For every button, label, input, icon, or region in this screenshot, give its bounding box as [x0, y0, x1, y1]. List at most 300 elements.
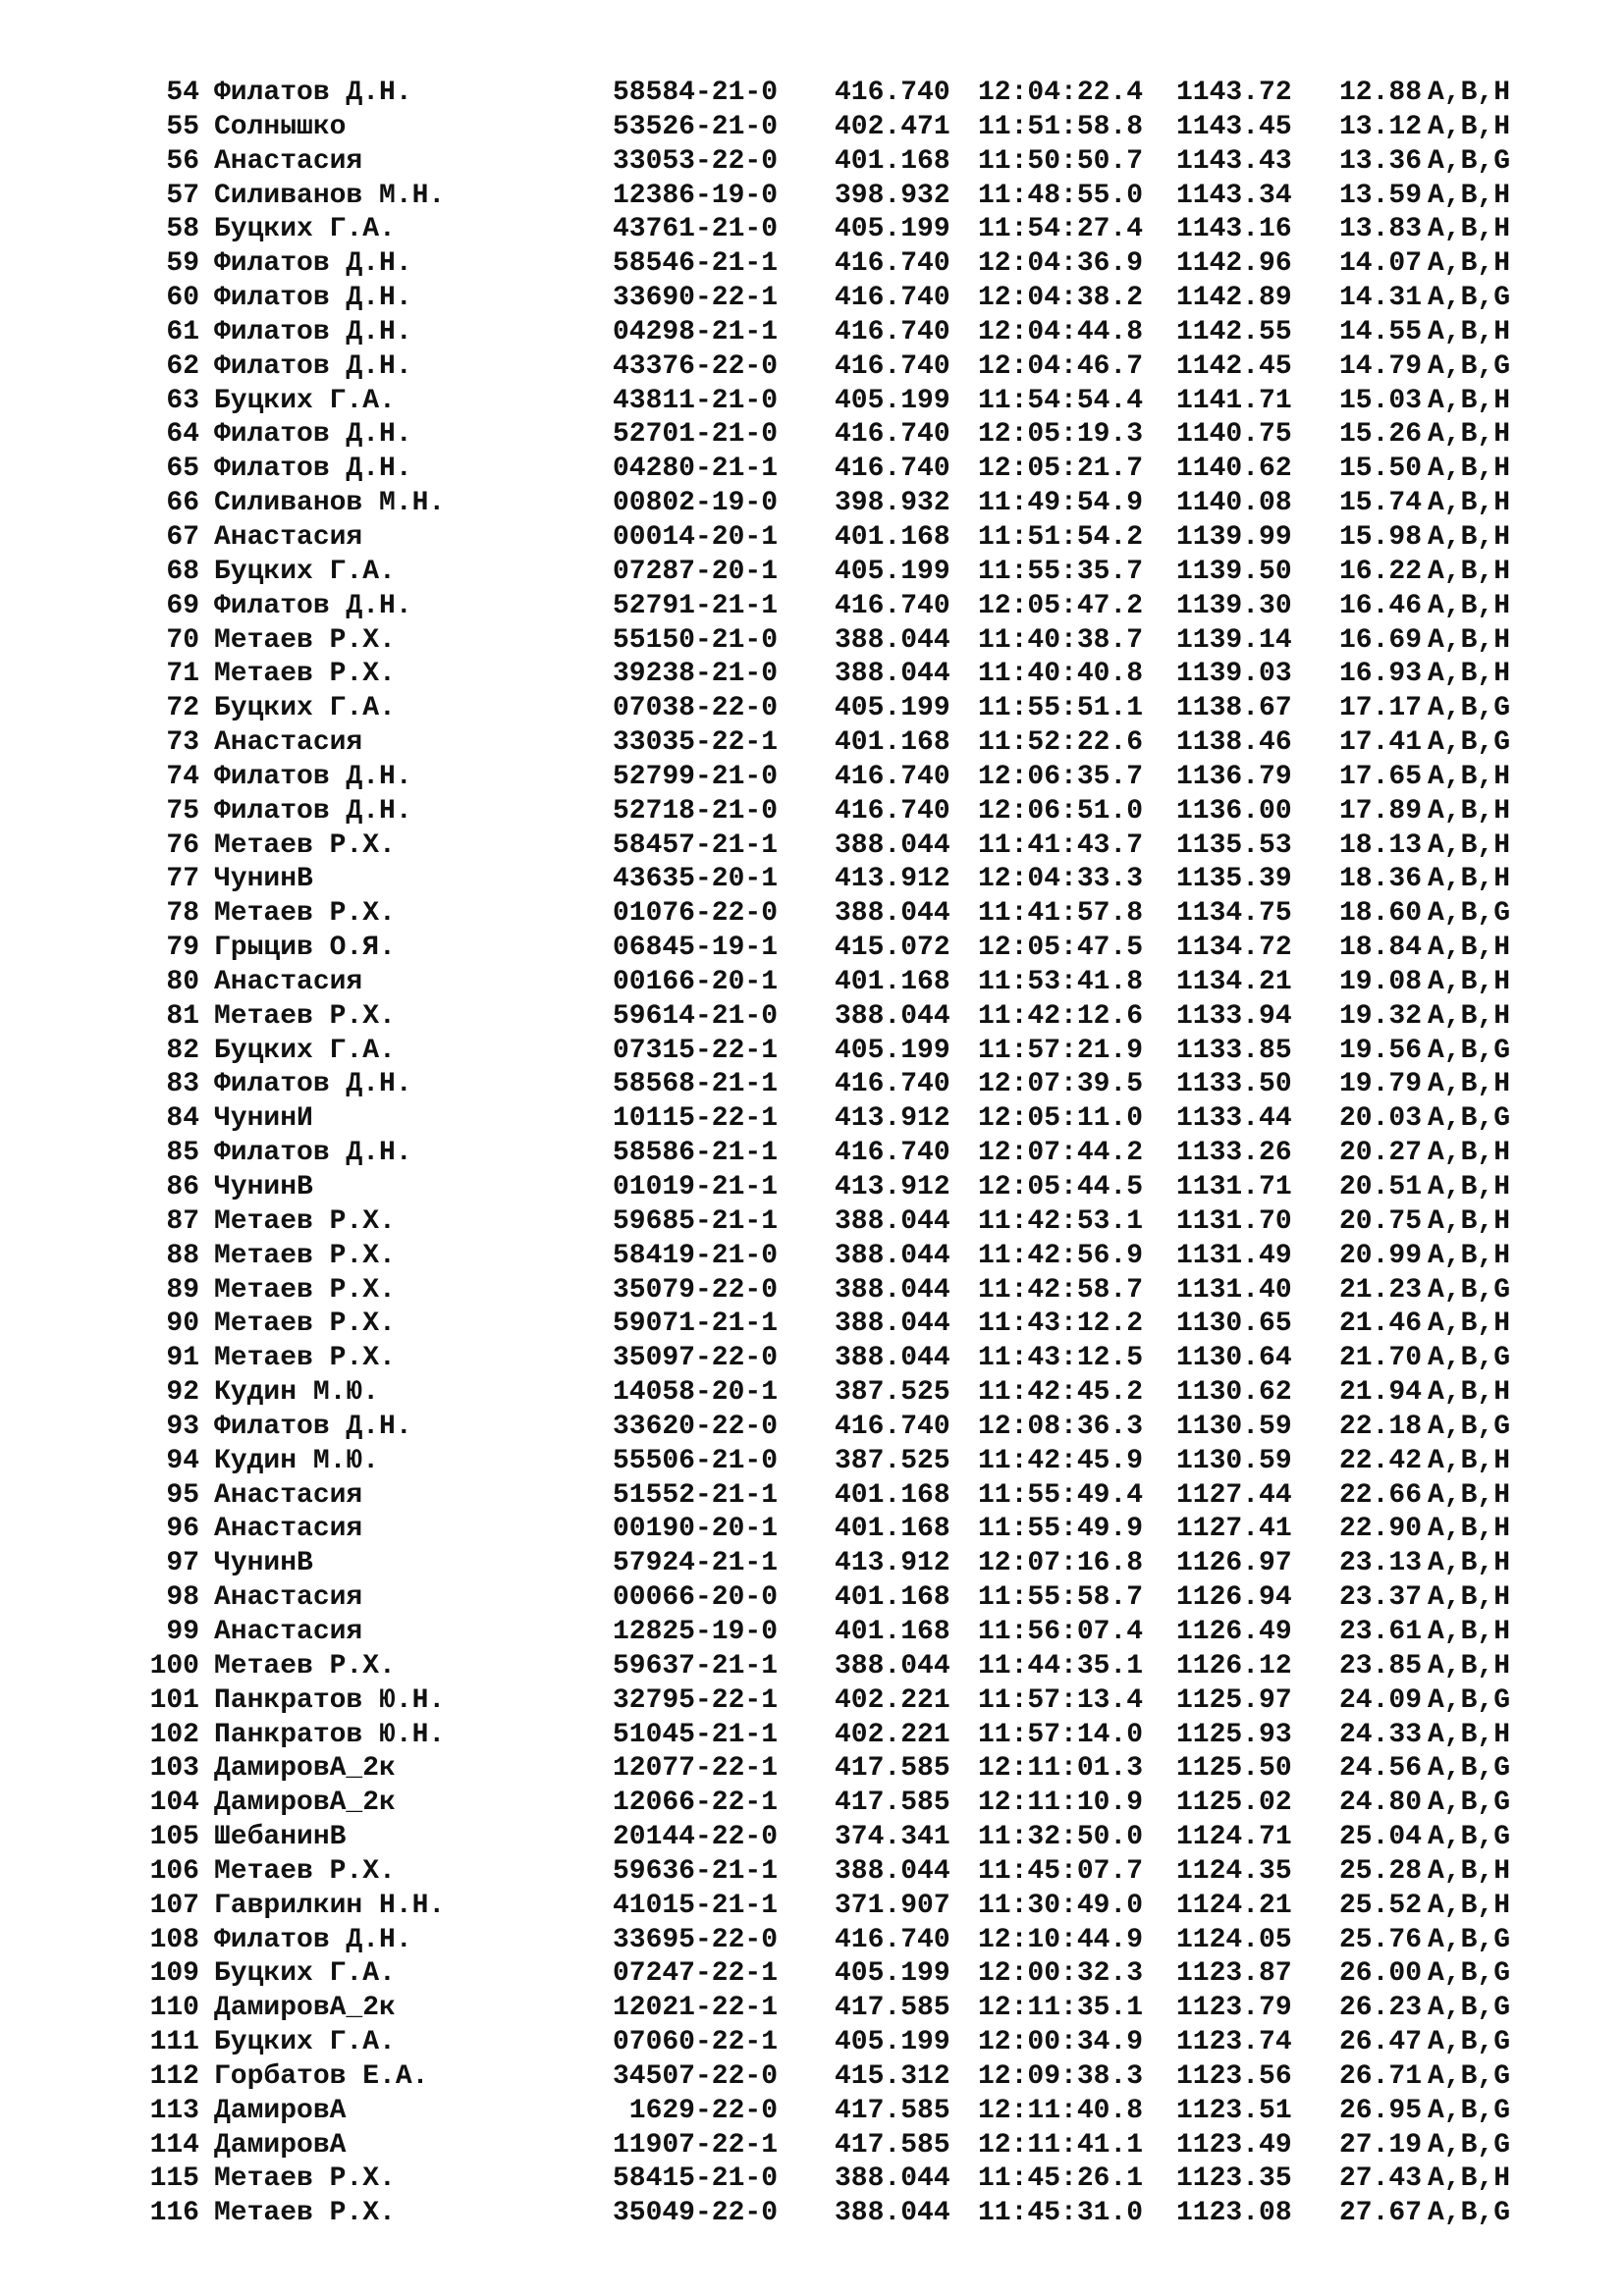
speed-cell: 1139.30: [1176, 590, 1292, 621]
table-row: [0, 1000, 1624, 1035]
ring-number-cell: 57924-21-1: [612, 1548, 778, 1579]
distance-cell: 413.912: [835, 1172, 950, 1202]
category-flags-cell: A,B,H: [1428, 248, 1511, 280]
points-cell: 21.23: [1339, 1274, 1423, 1306]
position-cell: 65: [166, 454, 199, 485]
speed-cell: 1138.46: [1176, 727, 1292, 759]
ring-number-cell: 33053-22-0: [612, 145, 778, 177]
position-cell: 90: [166, 1308, 199, 1340]
ring-number-cell: 07247-22-1: [612, 1958, 778, 1990]
fancier-name-cell: Метаев Р.Х.: [214, 1308, 396, 1340]
points-cell: 20.75: [1339, 1205, 1423, 1237]
fancier-name-cell: Панкратов Ю.Н.: [214, 1719, 446, 1750]
distance-cell: 413.912: [835, 1103, 950, 1135]
arrival-time-cell: 12:05:11.0: [978, 1103, 1144, 1135]
speed-cell: 1133.44: [1176, 1103, 1292, 1135]
fancier-name-cell: Метаев Р.Х.: [214, 1240, 396, 1271]
ring-number-cell: 35097-22-0: [612, 1343, 778, 1374]
category-flags-cell: A,B,H: [1428, 111, 1511, 142]
arrival-time-cell: 11:41:43.7: [978, 829, 1144, 861]
speed-cell: 1143.45: [1176, 111, 1292, 142]
arrival-time-cell: 11:54:27.4: [978, 214, 1144, 245]
category-flags-cell: A,B,G: [1428, 1274, 1511, 1306]
ring-number-cell: 53526-21-0: [612, 111, 778, 142]
distance-cell: 401.168: [835, 1582, 950, 1614]
ring-number-cell: 55506-21-0: [612, 1445, 778, 1476]
arrival-time-cell: 11:53:41.8: [978, 966, 1144, 997]
distance-cell: 405.199: [835, 693, 950, 724]
table-row: [0, 829, 1624, 864]
arrival-time-cell: 12:04:44.8: [978, 316, 1144, 347]
position-cell: 82: [166, 1035, 199, 1066]
points-cell: 20.03: [1339, 1103, 1423, 1135]
ring-number-cell: 55150-21-0: [612, 624, 778, 656]
ring-number-cell: 58546-21-1: [612, 248, 778, 280]
speed-cell: 1125.93: [1176, 1719, 1292, 1750]
position-cell: 56: [166, 145, 199, 177]
arrival-time-cell: 12:04:46.7: [978, 350, 1144, 382]
fancier-name-cell: Метаев Р.Х.: [214, 624, 396, 656]
ring-number-cell: 58419-21-0: [612, 1240, 778, 1271]
fancier-name-cell: Филатов Д.Н.: [214, 283, 412, 314]
arrival-time-cell: 11:51:58.8: [978, 111, 1144, 142]
points-cell: 18.36: [1339, 864, 1423, 895]
position-cell: 100: [149, 1650, 199, 1682]
position-cell: 73: [166, 727, 199, 759]
category-flags-cell: A,B,H: [1428, 1205, 1511, 1237]
position-cell: 109: [149, 1958, 199, 1990]
points-cell: 23.61: [1339, 1616, 1423, 1647]
distance-cell: 398.932: [835, 488, 950, 519]
ring-number-cell: 12021-22-1: [612, 1993, 778, 2024]
ring-number-cell: 43376-22-0: [612, 350, 778, 382]
fancier-name-cell: Метаев Р.Х.: [214, 659, 396, 690]
ring-number-cell: 43811-21-0: [612, 385, 778, 416]
distance-cell: 374.341: [835, 1822, 950, 1853]
category-flags-cell: A,B,H: [1428, 966, 1511, 997]
table-row: [0, 1752, 1624, 1787]
speed-cell: 1134.75: [1176, 898, 1292, 930]
speed-cell: 1139.50: [1176, 556, 1292, 587]
table-row: [0, 2163, 1624, 2197]
points-cell: 13.36: [1339, 145, 1423, 177]
points-cell: 15.26: [1339, 419, 1423, 451]
fancier-name-cell: Буцких Г.А.: [214, 214, 396, 245]
fancier-name-cell: Метаев Р.Х.: [214, 1000, 396, 1032]
arrival-time-cell: 11:55:58.7: [978, 1582, 1144, 1614]
fancier-name-cell: Филатов Д.Н.: [214, 454, 412, 485]
speed-cell: 1126.97: [1176, 1548, 1292, 1579]
arrival-time-cell: 11:54:54.4: [978, 385, 1144, 416]
speed-cell: 1133.94: [1176, 1000, 1292, 1032]
speed-cell: 1136.79: [1176, 761, 1292, 792]
points-cell: 14.55: [1339, 316, 1423, 347]
distance-cell: 388.044: [835, 829, 950, 861]
ring-number-cell: 11907-22-1: [612, 2129, 778, 2161]
category-flags-cell: A,B,H: [1428, 1479, 1511, 1511]
points-cell: 21.70: [1339, 1343, 1423, 1374]
category-flags-cell: A,B,H: [1428, 1377, 1511, 1409]
fancier-name-cell: ЧунинВ: [214, 864, 313, 895]
table-row: [0, 726, 1624, 761]
position-cell: 76: [166, 829, 199, 861]
distance-cell: 401.168: [835, 727, 950, 759]
speed-cell: 1133.85: [1176, 1035, 1292, 1066]
arrival-time-cell: 12:04:36.9: [978, 248, 1144, 280]
speed-cell: 1123.87: [1176, 1958, 1292, 1990]
fancier-name-cell: Буцких Г.А.: [214, 1958, 396, 1990]
ring-number-cell: 41015-21-1: [612, 1890, 778, 1921]
category-flags-cell: A,B,H: [1428, 624, 1511, 656]
table-row: [0, 761, 1624, 795]
table-row: [0, 247, 1624, 282]
speed-cell: 1123.51: [1176, 2095, 1292, 2126]
speed-cell: 1142.55: [1176, 316, 1292, 347]
points-cell: 16.46: [1339, 590, 1423, 621]
distance-cell: 402.221: [835, 1719, 950, 1750]
ring-number-cell: 01019-21-1: [612, 1172, 778, 1202]
position-cell: 108: [149, 1924, 199, 1955]
points-cell: 17.65: [1339, 761, 1423, 792]
points-cell: 14.07: [1339, 248, 1423, 280]
distance-cell: 417.585: [835, 2095, 950, 2126]
points-cell: 13.59: [1339, 180, 1423, 211]
position-cell: 92: [166, 1377, 199, 1409]
speed-cell: 1123.08: [1176, 2198, 1292, 2229]
points-cell: 17.89: [1339, 795, 1423, 827]
ring-number-cell: 39238-21-0: [612, 659, 778, 690]
arrival-time-cell: 11:42:53.1: [978, 1205, 1144, 1237]
table-row: [0, 77, 1624, 111]
table-row: [0, 1787, 1624, 1821]
category-flags-cell: A,B,H: [1428, 78, 1511, 108]
category-flags-cell: A,B,H: [1428, 316, 1511, 347]
table-row: [0, 1719, 1624, 1753]
ring-number-cell: 14058-20-1: [612, 1377, 778, 1409]
table-row: [0, 1171, 1624, 1205]
points-cell: 25.52: [1339, 1890, 1423, 1921]
category-flags-cell: A,B,G: [1428, 1924, 1511, 1955]
position-cell: 85: [166, 1138, 199, 1169]
category-flags-cell: A,B,H: [1428, 1172, 1511, 1202]
table-row: [0, 1957, 1624, 1992]
distance-cell: 371.907: [835, 1890, 950, 1921]
fancier-name-cell: Метаев Р.Х.: [214, 2198, 396, 2229]
points-cell: 19.79: [1339, 1069, 1423, 1100]
points-cell: 14.79: [1339, 350, 1423, 382]
position-cell: 83: [166, 1069, 199, 1100]
points-cell: 22.90: [1339, 1514, 1423, 1545]
speed-cell: 1134.21: [1176, 966, 1292, 997]
distance-cell: 402.221: [835, 1684, 950, 1716]
speed-cell: 1127.44: [1176, 1479, 1292, 1511]
distance-cell: 388.044: [835, 624, 950, 656]
fancier-name-cell: Анастасия: [214, 727, 363, 759]
table-row: [0, 385, 1624, 419]
arrival-time-cell: 11:49:54.9: [978, 488, 1144, 519]
points-cell: 18.13: [1339, 829, 1423, 861]
position-cell: 111: [149, 2027, 199, 2058]
fancier-name-cell: Метаев Р.Х.: [214, 1343, 396, 1374]
category-flags-cell: A,B,G: [1428, 693, 1511, 724]
arrival-time-cell: 12:11:10.9: [978, 1788, 1144, 1819]
ring-number-cell: 58457-21-1: [612, 829, 778, 861]
speed-cell: 1130.65: [1176, 1308, 1292, 1340]
distance-cell: 388.044: [835, 1274, 950, 1306]
fancier-name-cell: ЧунинИ: [214, 1103, 313, 1135]
arrival-time-cell: 11:50:50.7: [978, 145, 1144, 177]
distance-cell: 401.168: [835, 145, 950, 177]
arrival-time-cell: 11:44:35.1: [978, 1650, 1144, 1682]
ring-number-cell: 32795-22-1: [612, 1684, 778, 1716]
distance-cell: 405.199: [835, 556, 950, 587]
distance-cell: 388.044: [835, 1855, 950, 1887]
table-row: [0, 1855, 1624, 1890]
position-cell: 105: [149, 1822, 199, 1853]
position-cell: 72: [166, 693, 199, 724]
fancier-name-cell: Филатов Д.Н.: [214, 1924, 412, 1955]
table-row: [0, 1137, 1624, 1171]
distance-cell: 405.199: [835, 2027, 950, 2058]
points-cell: 21.46: [1339, 1308, 1423, 1340]
distance-cell: 398.932: [835, 180, 950, 211]
category-flags-cell: A,B,G: [1428, 1788, 1511, 1819]
ring-number-cell: 07060-22-1: [612, 2027, 778, 2058]
speed-cell: 1123.74: [1176, 2027, 1292, 2058]
arrival-time-cell: 11:51:54.2: [978, 521, 1144, 553]
speed-cell: 1123.35: [1176, 2163, 1292, 2195]
table-row: [0, 2060, 1624, 2095]
fancier-name-cell: Буцких Г.А.: [214, 556, 396, 587]
points-cell: 15.74: [1339, 488, 1423, 519]
category-flags-cell: A,B,G: [1428, 1822, 1511, 1853]
points-cell: 27.19: [1339, 2129, 1423, 2161]
speed-cell: 1130.62: [1176, 1377, 1292, 1409]
speed-cell: 1139.99: [1176, 521, 1292, 553]
speed-cell: 1124.35: [1176, 1855, 1292, 1887]
position-cell: 64: [166, 419, 199, 451]
arrival-time-cell: 11:55:35.7: [978, 556, 1144, 587]
category-flags-cell: A,B,H: [1428, 180, 1511, 211]
ring-number-cell: 00014-20-1: [612, 521, 778, 553]
category-flags-cell: A,B,H: [1428, 1308, 1511, 1340]
category-flags-cell: A,B,G: [1428, 1103, 1511, 1135]
fancier-name-cell: Филатов Д.Н.: [214, 248, 412, 280]
arrival-time-cell: 11:40:40.8: [978, 659, 1144, 690]
arrival-time-cell: 11:45:31.0: [978, 2198, 1144, 2229]
speed-cell: 1124.71: [1176, 1822, 1292, 1853]
table-row: [0, 1411, 1624, 1445]
speed-cell: 1130.59: [1176, 1411, 1292, 1442]
speed-cell: 1123.49: [1176, 2129, 1292, 2161]
distance-cell: 401.168: [835, 1514, 950, 1545]
position-cell: 59: [166, 248, 199, 280]
distance-cell: 405.199: [835, 1035, 950, 1066]
table-row: [0, 863, 1624, 897]
speed-cell: 1143.16: [1176, 214, 1292, 245]
distance-cell: 388.044: [835, 1343, 950, 1374]
speed-cell: 1131.40: [1176, 1274, 1292, 1306]
table-row: [0, 1650, 1624, 1684]
fancier-name-cell: ДамировА_2к: [214, 1753, 396, 1785]
ring-number-cell: 35049-22-0: [612, 2198, 778, 2229]
arrival-time-cell: 12:05:47.5: [978, 933, 1144, 964]
position-cell: 61: [166, 316, 199, 347]
table-row: [0, 590, 1624, 624]
fancier-name-cell: Метаев Р.Х.: [214, 1650, 396, 1682]
ring-number-cell: 33620-22-0: [612, 1411, 778, 1442]
arrival-time-cell: 12:08:36.3: [978, 1411, 1144, 1442]
points-cell: 23.13: [1339, 1548, 1423, 1579]
position-cell: 107: [149, 1890, 199, 1921]
fancier-name-cell: Филатов Д.Н.: [214, 761, 412, 792]
fancier-name-cell: Анастасия: [214, 1616, 363, 1647]
points-cell: 24.56: [1339, 1753, 1423, 1785]
distance-cell: 417.585: [835, 1753, 950, 1785]
ring-number-cell: 07038-22-0: [612, 693, 778, 724]
position-cell: 97: [166, 1548, 199, 1579]
category-flags-cell: A,B,H: [1428, 1138, 1511, 1169]
category-flags-cell: A,B,H: [1428, 659, 1511, 690]
position-cell: 99: [166, 1616, 199, 1647]
distance-cell: 401.168: [835, 966, 950, 997]
fancier-name-cell: Кудин М.Ю.: [214, 1445, 380, 1476]
distance-cell: 387.525: [835, 1377, 950, 1409]
arrival-time-cell: 11:30:49.0: [978, 1890, 1144, 1921]
fancier-name-cell: Филатов Д.Н.: [214, 795, 412, 827]
speed-cell: 1143.34: [1176, 180, 1292, 211]
position-cell: 69: [166, 590, 199, 621]
arrival-time-cell: 12:11:35.1: [978, 1993, 1144, 2024]
distance-cell: 416.740: [835, 316, 950, 347]
table-row: [0, 316, 1624, 350]
speed-cell: 1136.00: [1176, 795, 1292, 827]
position-cell: 84: [166, 1103, 199, 1135]
fancier-name-cell: Гаврилкин Н.Н.: [214, 1890, 446, 1921]
distance-cell: 401.168: [835, 521, 950, 553]
category-flags-cell: A,B,G: [1428, 2027, 1511, 2058]
speed-cell: 1131.49: [1176, 1240, 1292, 1271]
speed-cell: 1126.12: [1176, 1650, 1292, 1682]
table-row: [0, 350, 1624, 385]
position-cell: 54: [166, 78, 199, 108]
ring-number-cell: 00066-20-0: [612, 1582, 778, 1614]
arrival-time-cell: 12:04:38.2: [978, 283, 1144, 314]
points-cell: 21.94: [1339, 1377, 1423, 1409]
ring-number-cell: 00166-20-1: [612, 966, 778, 997]
speed-cell: 1140.75: [1176, 419, 1292, 451]
ring-number-cell: 06845-19-1: [612, 933, 778, 964]
category-flags-cell: A,B,G: [1428, 2129, 1511, 2161]
fancier-name-cell: Буцких Г.А.: [214, 693, 396, 724]
ring-number-cell: 07287-20-1: [612, 556, 778, 587]
fancier-name-cell: Солнышко: [214, 111, 347, 142]
points-cell: 15.03: [1339, 385, 1423, 416]
distance-cell: 388.044: [835, 1240, 950, 1271]
arrival-time-cell: 12:04:22.4: [978, 78, 1144, 108]
points-cell: 26.23: [1339, 1993, 1423, 2024]
category-flags-cell: A,B,H: [1428, 2163, 1511, 2195]
arrival-time-cell: 12:00:34.9: [978, 2027, 1144, 2058]
table-row: [0, 2129, 1624, 2163]
table-row: [0, 932, 1624, 966]
ring-number-cell: 58568-21-1: [612, 1069, 778, 1100]
speed-cell: 1142.45: [1176, 350, 1292, 382]
ring-number-cell: 33035-22-1: [612, 727, 778, 759]
arrival-time-cell: 12:07:39.5: [978, 1069, 1144, 1100]
points-cell: 22.66: [1339, 1479, 1423, 1511]
fancier-name-cell: Буцких Г.А.: [214, 1035, 396, 1066]
ring-number-cell: 59614-21-0: [612, 1000, 778, 1032]
category-flags-cell: A,B,H: [1428, 521, 1511, 553]
arrival-time-cell: 11:43:12.5: [978, 1343, 1144, 1374]
speed-cell: 1141.71: [1176, 385, 1292, 416]
position-cell: 89: [166, 1274, 199, 1306]
fancier-name-cell: Метаев Р.Х.: [214, 1205, 396, 1237]
fancier-name-cell: Анастасия: [214, 1582, 363, 1614]
distance-cell: 416.740: [835, 761, 950, 792]
points-cell: 20.51: [1339, 1172, 1423, 1202]
table-row: [0, 1513, 1624, 1547]
table-row: [0, 795, 1624, 829]
points-cell: 26.00: [1339, 1958, 1423, 1990]
position-cell: 77: [166, 864, 199, 895]
fancier-name-cell: Анастасия: [214, 1514, 363, 1545]
category-flags-cell: A,B,H: [1428, 761, 1511, 792]
category-flags-cell: A,B,G: [1428, 2198, 1511, 2229]
category-flags-cell: A,B,H: [1428, 385, 1511, 416]
table-row: [0, 418, 1624, 453]
ring-number-cell: 52718-21-0: [612, 795, 778, 827]
distance-cell: 416.740: [835, 454, 950, 485]
points-cell: 22.42: [1339, 1445, 1423, 1476]
position-cell: 68: [166, 556, 199, 587]
position-cell: 81: [166, 1000, 199, 1032]
fancier-name-cell: Горбатов Е.А.: [214, 2060, 429, 2092]
speed-cell: 1125.02: [1176, 1788, 1292, 1819]
position-cell: 110: [149, 1993, 199, 2024]
ring-number-cell: 12386-19-0: [612, 180, 778, 211]
category-flags-cell: A,B,G: [1428, 283, 1511, 314]
table-row: [0, 1035, 1624, 1069]
speed-cell: 1124.21: [1176, 1890, 1292, 1921]
fancier-name-cell: ЧунинВ: [214, 1548, 313, 1579]
speed-cell: 1130.59: [1176, 1445, 1292, 1476]
distance-cell: 415.072: [835, 933, 950, 964]
table-row: [0, 1240, 1624, 1274]
arrival-time-cell: 12:11:01.3: [978, 1753, 1144, 1785]
distance-cell: 416.740: [835, 1138, 950, 1169]
points-cell: 23.37: [1339, 1582, 1423, 1614]
arrival-time-cell: 11:42:58.7: [978, 1274, 1144, 1306]
table-row: [0, 556, 1624, 590]
speed-cell: 1126.94: [1176, 1582, 1292, 1614]
points-cell: 27.67: [1339, 2198, 1423, 2229]
distance-cell: 388.044: [835, 898, 950, 930]
ring-number-cell: 00802-19-0: [612, 488, 778, 519]
ring-number-cell: 34507-22-0: [612, 2060, 778, 2092]
points-cell: 24.33: [1339, 1719, 1423, 1750]
ring-number-cell: 58584-21-0: [612, 78, 778, 108]
distance-cell: 416.740: [835, 1411, 950, 1442]
category-flags-cell: A,B,H: [1428, 1890, 1511, 1921]
speed-cell: 1133.50: [1176, 1069, 1292, 1100]
arrival-time-cell: 11:48:55.0: [978, 180, 1144, 211]
distance-cell: 416.740: [835, 248, 950, 280]
arrival-time-cell: 12:06:35.7: [978, 761, 1144, 792]
position-cell: 94: [166, 1445, 199, 1476]
ring-number-cell: 51045-21-1: [612, 1719, 778, 1750]
